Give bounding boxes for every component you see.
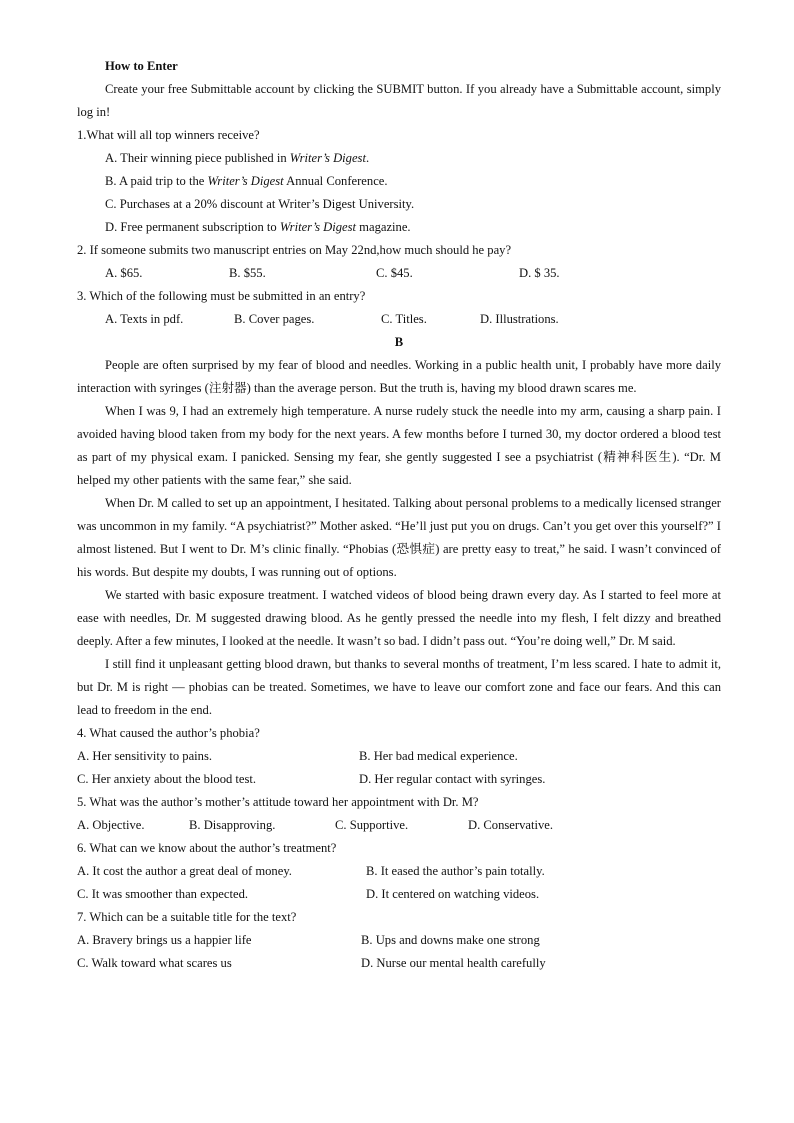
- question-7-stem: 7. Which can be a suitable title for the text?: [77, 910, 297, 924]
- passage-paragraph: People are often surprised by my fear of blood and needles. Working in a public health unit, I probably have more daily interaction with syringes (注射器) than the average person. But the truth is, having my blood drawn scares me.: [77, 358, 721, 395]
- question-4-options-row-2: [77, 768, 721, 791]
- question-7-option-c: C. Walk toward what scares us: [77, 956, 232, 970]
- question-6-options-row-2: [77, 883, 721, 906]
- question-3-stem: 3. Which of the following must be submitted in an entry?: [77, 289, 366, 303]
- question-7-options-row-2: [77, 952, 721, 975]
- intro-paragraph: Create your free Submittable account by clicking the SUBMIT button. If you already have a Submittable account, simply log in!: [77, 82, 721, 119]
- passage-paragraph: We started with basic exposure treatment. I watched videos of blood being drawn every day. As I started to feel more at ease with needles, Dr. M suggested drawing blood. As he gently pressed the needle into my flesh, I felt dizzy and breathed deeply. After a few minutes, I looked at the needle. It wasn’t so bad. I didn’t pass out. “You’re doing well,” Dr. M said.: [77, 588, 721, 648]
- question-4-option-b: B. Her bad medical experience.: [359, 749, 518, 763]
- question-5-option-d: D. Conservative.: [468, 818, 553, 832]
- question-4-options-row-1: [77, 745, 721, 768]
- question-3-option-d: D. Illustrations.: [480, 312, 559, 326]
- question-2-option-d: D. $ 35.: [519, 266, 560, 280]
- question-7-option-d: D. Nurse our mental health carefully: [361, 956, 546, 970]
- question-6-option-b: B. It eased the author’s pain totally.: [366, 864, 545, 878]
- section-b-label: B: [394, 335, 404, 349]
- question-7-option-b: B. Ups and downs make one strong: [361, 933, 540, 947]
- question-6-stem: 6. What can we know about the author’s treatment?: [77, 841, 337, 855]
- question-7-option-a: A. Bravery brings us a happier life: [77, 933, 252, 947]
- question-6-option-c: C. It was smoother than expected.: [77, 887, 249, 901]
- question-3-option-c: C. Titles.: [381, 312, 427, 326]
- question-7-options-row-1: [77, 929, 721, 952]
- question-1-stem: 1.What will all top winners receive?: [77, 128, 260, 142]
- passage-paragraph: I still find it unpleasant getting blood drawn, but thanks to several months of treatment, I’m less scared. I hate to admit it, but Dr. M is right — phobias can be treated. Sometimes, we have to leave our comfort zone and face our fears. And this can lead to freedom in the end.: [77, 657, 721, 717]
- question-4-option-d: D. Her regular contact with syringes.: [359, 772, 546, 786]
- question-1-option-a: A. Their winning piece published in Writer’s Digest.: [105, 151, 370, 165]
- question-2-stem: 2. If someone submits two manuscript entries on May 22nd,how much should he pay?: [77, 243, 512, 257]
- question-2-option-b: B. $55.: [229, 266, 266, 280]
- question-2-options: [77, 262, 721, 285]
- question-2-option-c: C. $45.: [376, 266, 413, 280]
- question-3-option-b: B. Cover pages.: [234, 312, 315, 326]
- question-3-options: [77, 308, 721, 331]
- question-6-option-a: A. It cost the author a great deal of money.: [77, 864, 292, 878]
- passage-paragraph: When I was 9, I had an extremely high temperature. A nurse rudely stuck the needle into my arm, causing a sharp pain. I avoided having blood taken from my body for the next years. A few months before I turned 30, my doctor ordered a blood test as part of my physical exam. I panicked. Sensing my fear, she gently suggested I see a psychiatrist (精神科医生). “Dr. M helped my other patients with the same fear,” she said.: [77, 404, 721, 487]
- passage-paragraph: When Dr. M called to set up an appointment, I hesitated. Talking about personal problems to a medically licensed stranger was uncommon in my family. “A psychiatrist?” Mother asked. “He’ll just put you on drugs. Can’t you get over this yourself?” I almost listened. But I went to Dr. M’s clinic finally. “Phobias (恐惧症) are pretty easy to treat,” he said. I wasn’t convinced of his words. But despite my doubts, I was running out of options.: [77, 496, 721, 579]
- question-5-option-c: C. Supportive.: [335, 818, 409, 832]
- question-6-option-d: D. It centered on watching videos.: [366, 887, 540, 901]
- question-2-option-a: A. $65.: [105, 266, 143, 280]
- question-5-option-a: A. Objective.: [77, 818, 145, 832]
- question-1-option-c: C. Purchases at a 20% discount at Writer’s Digest University.: [105, 197, 415, 211]
- question-5-option-b: B. Disapproving.: [189, 818, 276, 832]
- question-3-option-a: A. Texts in pdf.: [105, 312, 184, 326]
- document-page: [77, 55, 721, 975]
- question-4-option-c: C. Her anxiety about the blood test.: [77, 772, 257, 786]
- question-4-option-a: A. Her sensitivity to pains.: [77, 749, 213, 763]
- question-1-option-d: D. Free permanent subscription to Writer’s Digest magazine.: [105, 220, 411, 234]
- section-heading: How to Enter: [105, 59, 178, 73]
- question-6-options-row-1: [77, 860, 721, 883]
- question-4-stem: 4. What caused the author’s phobia?: [77, 726, 260, 740]
- question-5-options: [77, 814, 721, 837]
- question-5-stem: 5. What was the author’s mother’s attitude toward her appointment with Dr. M?: [77, 795, 479, 809]
- question-1-option-b: B. A paid trip to the Writer’s Digest Annual Conference.: [105, 174, 388, 188]
